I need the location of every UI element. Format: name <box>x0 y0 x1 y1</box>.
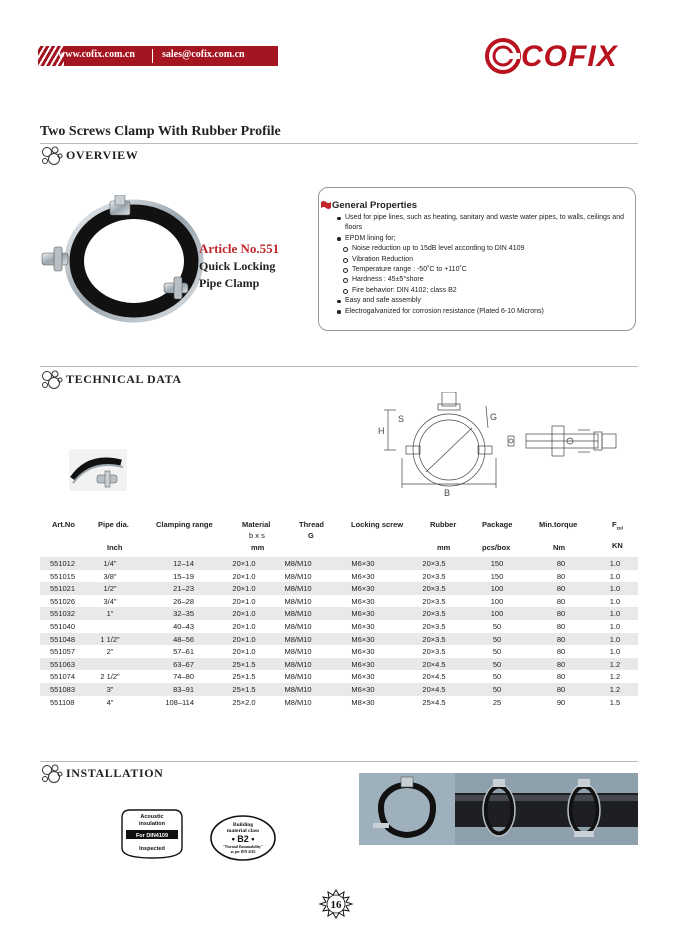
th-material-sub: b x s <box>249 531 265 540</box>
table-cell: M8/M10 <box>284 697 312 707</box>
table-cell: 50 <box>492 634 502 644</box>
table-cell: 20×3.5 <box>422 622 446 631</box>
table-cell: 20×1.0 <box>232 571 256 581</box>
table-cell: 80 <box>556 647 566 657</box>
table-cell: 20×1.0 <box>232 596 256 606</box>
table-cell: 74–80 <box>173 672 194 682</box>
table-cell: 20×3.5 <box>422 559 446 568</box>
building-line3: • B2 • <box>231 834 255 844</box>
table-row <box>40 658 638 671</box>
property-item: Hardness : 45±5°shore <box>336 275 630 285</box>
table-cell: 20×4.5 <box>422 659 446 669</box>
table-cell: M6×30 <box>351 622 375 631</box>
table-cell: 80 <box>556 584 566 594</box>
table-cell: 25 <box>492 697 502 707</box>
table-cell: 551015 <box>50 571 76 581</box>
table-cell: 551012 <box>50 559 76 568</box>
section-title-installation: INSTALLATION <box>66 766 164 780</box>
installation-photo-2 <box>455 773 544 845</box>
th-thread: Thread <box>299 520 325 529</box>
th-thread-sub: G <box>308 531 314 540</box>
property-item: Vibration Reduction <box>336 255 630 265</box>
table-cell: 1" <box>106 609 114 619</box>
table-cell: 50 <box>492 647 502 657</box>
property-item: Temperature range : -50˚C to +110˚C <box>336 265 630 275</box>
th-force <box>612 520 623 531</box>
property-item: EPDM lining for; <box>336 234 630 244</box>
table-cell: 32–35 <box>173 609 194 619</box>
table-cell: 1.2 <box>609 685 621 694</box>
table-cell: 108–114 <box>165 697 194 707</box>
product-name-line1: Quick Locking <box>199 259 276 273</box>
table-row <box>40 670 638 683</box>
table-cell: 100 <box>490 596 504 606</box>
table-cell: 80 <box>556 622 566 631</box>
flag-icon <box>320 200 332 210</box>
table-cell: 1.0 <box>609 584 621 594</box>
th-pipe-dia-unit: Inch <box>107 543 123 552</box>
table-cell: 90 <box>556 697 566 707</box>
table-cell: 20×1.0 <box>232 634 256 644</box>
table-cell: 3" <box>106 685 114 694</box>
th-material-unit: mm <box>251 543 265 552</box>
installation-photo-3 <box>544 773 638 845</box>
table-cell: 150 <box>490 559 504 568</box>
label-s: S <box>398 414 405 424</box>
table-cell: M8/M10 <box>284 596 312 606</box>
table-cell: 80 <box>556 559 566 568</box>
property-item: Easy and safe assembly <box>336 296 630 306</box>
th-material: Material <box>242 520 271 529</box>
table-cell: 50 <box>492 622 502 631</box>
table-cell: 1.0 <box>609 609 621 619</box>
th-min-torque: Min.torque <box>539 520 578 529</box>
header-separator <box>152 49 153 63</box>
property-item: Electrogalvanized for corrosion resistance (Plated 6-10 Microns) <box>336 307 630 317</box>
table-cell: 2 1/2" <box>100 672 120 682</box>
table-cell: M6×30 <box>351 584 375 594</box>
building-line5: as per DIN 4102 <box>230 850 256 854</box>
table-cell: 20×3.5 <box>422 609 446 619</box>
table-cell: 25×4.5 <box>422 697 446 707</box>
table-cell: 1.0 <box>609 559 621 568</box>
table-cell: M8/M10 <box>284 659 312 669</box>
clamp-detail-image <box>69 449 127 491</box>
table-cell: 20×3.5 <box>422 596 446 606</box>
table-cell: 25×1.5 <box>232 672 256 682</box>
table-cell: 50 <box>492 685 502 694</box>
brand-name: COFIX <box>521 40 618 73</box>
table-cell: M8/M10 <box>284 609 312 619</box>
table-cell: M8/M10 <box>284 559 312 568</box>
table-cell: M8/M10 <box>284 672 312 682</box>
table-cell: 63–67 <box>173 659 194 669</box>
acoustic-insulation-badge-icon <box>120 808 184 860</box>
technical-rule <box>40 366 638 367</box>
clamp-product-image <box>36 195 208 323</box>
table-cell: 551026 <box>50 596 76 606</box>
table-cell: M6×30 <box>351 659 375 669</box>
th-package: Package <box>482 520 513 529</box>
th-force-sub: zul <box>616 525 623 531</box>
table-cell: 3/4" <box>103 596 117 606</box>
table-cell: 21–23 <box>173 584 194 594</box>
table-cell: 20×3.5 <box>422 571 446 581</box>
table-row <box>40 595 638 608</box>
building-material-badge-icon <box>209 814 277 862</box>
table-cell: 80 <box>556 672 566 682</box>
table-cell: M8/M10 <box>284 647 312 657</box>
building-line2: material class <box>226 828 260 834</box>
table-cell: 48–56 <box>173 634 194 644</box>
page-number: 16 <box>330 899 342 911</box>
label-h: H <box>378 426 385 436</box>
table-cell: M6×30 <box>351 559 375 568</box>
table-cell: 1.0 <box>609 647 621 657</box>
table-cell: 26–28 <box>173 596 194 606</box>
table-cell: 100 <box>490 584 504 594</box>
table-cell: 40–43 <box>173 622 194 631</box>
table-cell: 551083 <box>50 685 76 694</box>
table-row <box>40 633 638 646</box>
table-cell: 80 <box>556 609 566 619</box>
table-cell: 551021 <box>50 584 76 594</box>
th-rubber-unit: mm <box>437 543 451 552</box>
bubbles-icon <box>40 369 64 391</box>
product-name-line2: Pipe Clamp <box>199 276 260 290</box>
th-force-label: F <box>612 520 617 529</box>
table-cell: M6×30 <box>351 672 375 682</box>
table-cell: 1.5 <box>609 697 621 707</box>
table-row <box>40 607 638 620</box>
general-properties-list <box>336 213 630 317</box>
table-cell: 551048 <box>50 634 76 644</box>
table-cell: M8/M10 <box>284 634 312 644</box>
table-cell: 80 <box>556 571 566 581</box>
installation-photo-1 <box>359 773 455 845</box>
table-cell: 1.0 <box>609 596 621 606</box>
label-g: G <box>490 412 498 422</box>
section-title-overview: OVERVIEW <box>66 148 139 162</box>
table-cell: 25×2.0 <box>232 697 256 707</box>
table-cell: 551057 <box>50 647 76 657</box>
article-number: Article No.551 <box>199 241 280 256</box>
th-clamping-range: Clamping range <box>156 520 213 529</box>
table-cell: 80 <box>556 596 566 606</box>
acoustic-line4: Inspected <box>139 846 165 852</box>
table-cell: M6×30 <box>351 685 375 694</box>
table-cell: 551032 <box>50 609 76 619</box>
table-cell: 20×1.0 <box>232 609 256 619</box>
page-number-ornament-icon <box>316 889 356 919</box>
table-cell: 551040 <box>50 622 76 631</box>
table-row <box>40 620 638 633</box>
title-rule <box>40 143 638 144</box>
technical-drawing <box>376 392 628 502</box>
table-row <box>40 683 638 696</box>
property-item: Fire behavior: DIN 4102; class B2 <box>336 286 630 296</box>
th-art-no: Art.No <box>52 520 75 529</box>
table-cell: 80 <box>556 659 566 669</box>
table-cell: M6×30 <box>351 609 375 619</box>
table-cell: 1.2 <box>609 659 621 669</box>
property-item: Used for pipe lines, such as heating, sanitary and waste water pipes, to walls, ceilings and floors <box>336 213 630 234</box>
email-link[interactable]: sales@cofix.com.cn <box>162 49 245 60</box>
table-cell: M8/M10 <box>284 622 312 631</box>
property-item: Noise reduction up to 15dB level according to DIN 4109 <box>336 244 630 254</box>
table-cell: 20×4.5 <box>422 685 446 694</box>
website-link[interactable]: www.cofix.com.cn <box>58 49 135 60</box>
table-cell: 20×3.5 <box>422 647 446 657</box>
table-cell: 1.0 <box>609 634 621 644</box>
table-cell: M8×30 <box>351 697 375 707</box>
table-cell: 4" <box>106 697 114 707</box>
table-cell: M6×30 <box>351 634 375 644</box>
table-cell: 3/8" <box>103 571 117 581</box>
acoustic-line2: insulation <box>139 821 165 827</box>
table-cell: 12–14 <box>173 559 194 568</box>
table-cell: 1.2 <box>609 672 621 682</box>
table-cell: 20×1.0 <box>232 584 256 594</box>
table-cell: 50 <box>492 659 502 669</box>
table-cell: 1 1/2" <box>100 634 120 644</box>
table-cell: 20×3.5 <box>422 584 446 594</box>
table-cell: 2" <box>106 647 114 657</box>
table-cell: 50 <box>492 672 502 682</box>
table-cell: 551074 <box>50 672 76 682</box>
general-properties-title: General Properties <box>332 200 418 211</box>
table-cell: M8/M10 <box>284 584 312 594</box>
th-force-unit: KN <box>612 541 623 550</box>
table-cell: 20×1.0 <box>232 622 256 631</box>
th-locking-screw: Locking screw <box>351 520 404 529</box>
table-cell: 15–19 <box>173 571 194 581</box>
table-row <box>40 582 638 595</box>
table-cell: 80 <box>556 634 566 644</box>
bubbles-icon <box>40 763 64 785</box>
table-row <box>40 557 638 570</box>
table-cell: 80 <box>556 685 566 694</box>
table-cell: 20×1.0 <box>232 647 256 657</box>
table-cell: 25×1.5 <box>232 659 256 669</box>
table-cell: M6×30 <box>351 647 375 657</box>
table-cell: 551108 <box>50 697 75 707</box>
table-cell: 551063 <box>50 659 76 669</box>
table-cell: M8/M10 <box>284 571 312 581</box>
table-cell: 1.0 <box>609 622 621 631</box>
table-cell: 20×4.5 <box>422 672 446 682</box>
table-cell: M6×30 <box>351 571 375 581</box>
bubbles-icon <box>40 145 64 167</box>
table-row <box>40 645 638 658</box>
th-package-unit: pcs/box <box>482 543 511 552</box>
table-cell: 57–61 <box>173 647 194 657</box>
acoustic-line3: For DIN4109 <box>135 833 169 839</box>
table-cell: 1/4" <box>103 559 117 568</box>
table-cell: M6×30 <box>351 596 375 606</box>
label-b: B <box>444 488 451 498</box>
installation-rule <box>40 761 638 762</box>
table-cell: 100 <box>490 609 504 619</box>
section-title-technical: TECHNICAL DATA <box>66 372 182 386</box>
table-row <box>40 696 638 709</box>
table-cell: 20×3.5 <box>422 634 446 644</box>
building-line1: Building <box>232 822 254 828</box>
th-pipe-dia: Pipe dia. <box>98 520 129 529</box>
table-cell: 20×1.0 <box>232 559 256 568</box>
table-cell: 1.0 <box>609 571 621 581</box>
table-cell: M8/M10 <box>284 685 312 694</box>
table-cell: 25×1.5 <box>232 685 256 694</box>
acoustic-line1: Acoustic <box>140 814 164 820</box>
table-cell: 83–91 <box>173 685 194 694</box>
page-title: Two Screws Clamp With Rubber Profile <box>40 124 281 139</box>
th-torque-unit: Nm <box>553 543 566 552</box>
table-cell: 150 <box>490 571 504 581</box>
table-cell: 1/2" <box>103 584 117 594</box>
building-line4: "Normal flammability" <box>222 844 264 849</box>
th-rubber: Rubber <box>430 520 457 529</box>
table-row <box>40 570 638 583</box>
